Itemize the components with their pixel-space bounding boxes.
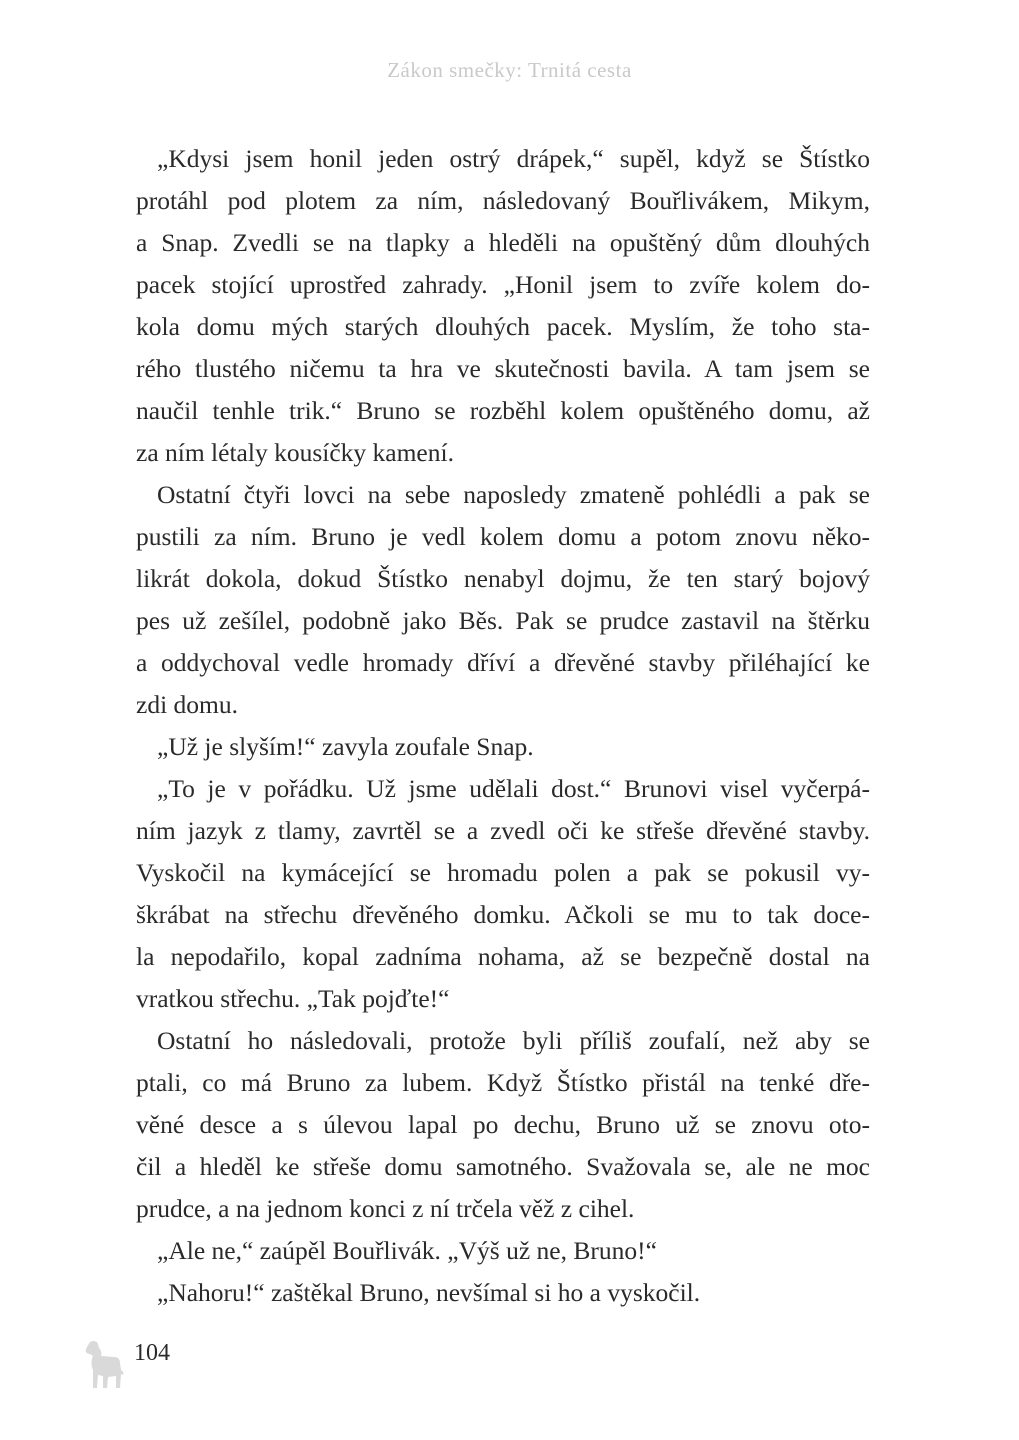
text-line: „Kdysi jsem honil jeden ostrý drápek,“ supěl, když se Štístko bbox=[157, 144, 870, 173]
text-line: ním jazyk z tlamy, zavrtěl se a zvedl oči ke střeše dřevěné stavby. bbox=[136, 816, 870, 845]
text-line: la nepodařilo, kopal zadníma nohama, až se bezpečně dostal na bbox=[136, 942, 870, 971]
text-line: za ním létaly kousíčky kamení. bbox=[136, 438, 454, 467]
text-line: Ostatní čtyři lovci na sebe naposledy zmateně pohlédli a pak se bbox=[157, 480, 870, 509]
text-line: pes už zešílel, podobně jako Běs. Pak se prudce zastavil na štěrku bbox=[136, 606, 870, 635]
text-line: pacek stojící uprostřed zahrady. „Honil jsem to zvíře kolem do- bbox=[136, 270, 870, 299]
text-line: naučil tenhle trik.“ Bruno se rozběhl kolem opuštěného domu, až bbox=[136, 396, 870, 425]
text-line: kola domu mých starých dlouhých pacek. Myslím, že toho sta- bbox=[136, 312, 870, 341]
dog-silhouette-icon bbox=[84, 1338, 124, 1390]
text-line: a oddychoval vedle hromady dříví a dřevěné stavby přiléhající ke bbox=[136, 648, 870, 677]
text-line: „To je v pořádku. Už jsme udělali dost.“ Brunovi visel vyčerpá- bbox=[157, 774, 870, 803]
text-line: Ostatní ho následovali, protože byli příliš zoufalí, než aby se bbox=[157, 1026, 870, 1055]
text-line: rého tlustého ničemu ta hra ve skutečnosti bavila. A tam jsem se bbox=[136, 354, 870, 383]
text-line: vratkou střechu. „Tak pojďte!“ bbox=[136, 984, 450, 1013]
text-line: zdi domu. bbox=[136, 690, 238, 719]
text-line: Vyskočil na kymácející se hromadu polen a pak se pokusil vy- bbox=[136, 858, 870, 887]
page-number: 104 bbox=[134, 1340, 170, 1366]
running-header: Zákon smečky: Trnitá cesta bbox=[387, 58, 632, 82]
text-line: pustili za ním. Bruno je vedl kolem domu a potom znovu něko- bbox=[136, 522, 870, 551]
text-line: likrát dokola, dokud Štístko nenabyl dojmu, že ten starý bojový bbox=[136, 564, 870, 593]
text-line: věné desce a s úlevou lapal po dechu, Bruno už se znovu oto- bbox=[136, 1110, 870, 1139]
text-line: a Snap. Zvedli se na tlapky a hleděli na opuštěný dům dlouhých bbox=[136, 228, 870, 257]
text-line: čil a hleděl ke střeše domu samotného. Svažovala se, ale ne moc bbox=[136, 1152, 870, 1181]
text-line: „Už je slyším!“ zavyla zoufale Snap. bbox=[157, 732, 534, 761]
text-line: „Ale ne,“ zaúpěl Bouřlivák. „Výš už ne, Bruno!“ bbox=[157, 1236, 657, 1265]
text-line: „Nahoru!“ zaštěkal Bruno, nevšímal si ho a vyskočil. bbox=[157, 1278, 701, 1307]
text-line: škrábat na střechu dřevěného domku. Ačkoli se mu to tak doce- bbox=[136, 900, 870, 929]
text-line: prudce, a na jednom konci z ní trčela věž z cihel. bbox=[136, 1194, 635, 1223]
text-line: ptali, co má Bruno za lubem. Když Štístko přistál na tenké dře- bbox=[136, 1068, 870, 1097]
body-text bbox=[136, 138, 870, 1314]
text-line: protáhl pod plotem za ním, následovaný Bouřlivákem, Mikym, bbox=[136, 186, 870, 215]
